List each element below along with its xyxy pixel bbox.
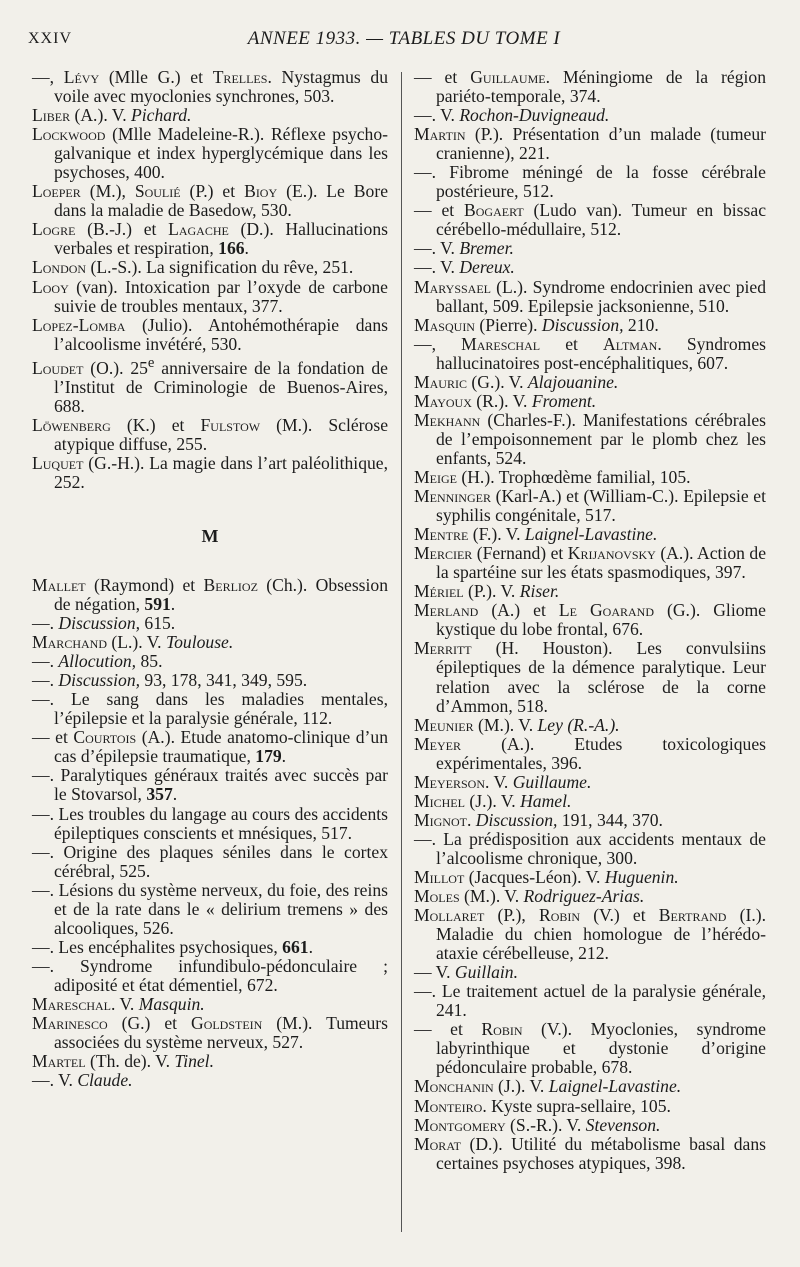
- index-entry: —. Discussion, 615.: [32, 613, 176, 634]
- index-entry: Mollaret (P.), Robin (V.) et Bertrand (I.). Maladie du chien homologue de l’hérédo-ataxie cérébelleuse, 212.: [414, 905, 766, 964]
- index-entry: — et Guillaume. Méningiome de la région pariéto-temporale, 374.: [414, 67, 766, 107]
- index-entry: Mercier (Fernand) et Krijanovsky (A.). Action de la spartéine sur les états spasmodiques, 397.: [414, 543, 766, 583]
- index-entry: —. V. Bremer.: [414, 238, 514, 259]
- index-entry: —. V. Dereux.: [414, 257, 515, 278]
- index-entry: —. Discussion, 93, 178, 341, 349, 595.: [32, 670, 308, 691]
- index-entry: Mayoux (R.). V. Froment.: [414, 390, 597, 411]
- index-entry: Merland (A.) et Le Goarand (G.). Gliome kystique du lobe frontal, 676.: [414, 600, 766, 640]
- index-entry: —. Les troubles du langage au cours des accidents épileptiques conscients et mnésiques, 517.: [32, 803, 388, 843]
- index-entry: Mauric (G.). V. Alajouanine.: [414, 371, 619, 392]
- index-entry: Monchanin (J.). V. Laignel-Lavastine.: [414, 1076, 682, 1097]
- index-entry: London (L.-S.). La signification du rêve, 251.: [32, 257, 354, 278]
- index-entry: Lockwood (Mlle Madeleine-R.). Réflexe psycho-galvanique et index hyperglycémique dans les psychoses, 400.: [32, 124, 388, 183]
- index-entry: Mentre (F.). V. Laignel-Lavastine.: [414, 524, 658, 545]
- index-entry: —. Le traitement actuel de la paralysie générale, 241.: [414, 981, 766, 1021]
- index-entry: — V. Guillain.: [414, 962, 518, 983]
- column-divider: [401, 72, 402, 1232]
- index-entry: Mallet (Raymond) et Berlioz (Ch.). Obsession de négation, 591.: [32, 574, 388, 614]
- index-entry: Mareschal. V. Masquin.: [32, 993, 205, 1014]
- index-entry: —. V. Rochon-Duvigneaud.: [414, 105, 610, 126]
- index-entry: Loeper (M.), Soulié (P.) et Bioy (E.). Le Bore dans la maladie de Basedow, 530.: [32, 181, 388, 221]
- index-entry: Morat (D.). Utilité du métabolisme basal dans certaines psychoses atypiques, 398.: [414, 1133, 766, 1173]
- index-entry: Martel (Th. de). V. Tinel.: [32, 1051, 214, 1072]
- index-entry: —. Les encéphalites psychosiques, 661.: [32, 936, 313, 957]
- index-entry: Meyerson. V. Guillaume.: [414, 771, 592, 792]
- index-entry: Merritt (H. Houston). Les convulsiins épileptiques de la démence paralytique. Leur relation avec la sclérose de la corne d’Ammon, 518.: [414, 638, 766, 716]
- index-entry: —. V. Claude.: [32, 1070, 133, 1091]
- index-entry: —, Mareschal et Altman. Syndromes hallucinatoires post-encéphalitiques, 607.: [414, 333, 766, 373]
- index-entry: Meunier (M.). V. Ley (R.-A.).: [414, 714, 620, 735]
- index-column-left: [32, 68, 388, 1267]
- index-entry: Mekhann (Charles-F.). Manifestations cérébrales de l’empoisonnement par le plomb chez les enfants, 524.: [414, 409, 766, 468]
- index-column-right: [414, 68, 766, 1267]
- index-entry: —. Le sang dans les maladies mentales, l’épilepsie et la paralysie générale, 112.: [32, 689, 388, 729]
- index-entry: Meige (H.). Trophœdème familial, 105.: [414, 466, 691, 487]
- index-entry: — et Courtois (A.). Etude anatomo-clinique d’un cas d’épilepsie traumatique, 179.: [32, 727, 389, 767]
- index-entry: —. Allocution, 85.: [32, 651, 163, 672]
- index-entry: Liber (A.). V. Pichard.: [32, 105, 192, 126]
- page-number: XXIV: [28, 30, 72, 47]
- index-entry: —, Lévy (Mlle G.) et Trelles. Nystagmus du voile avec myoclonies synchrones, 503.: [32, 67, 389, 107]
- index-entry: Loudet (O.). 25e anniversaire de la fondation de l’Institut de Criminologie de Buenos-Aires, 688.: [32, 354, 388, 416]
- index-entry: Löwenberg (K.) et Fulstow (M.). Sclérose atypique diffuse, 255.: [32, 414, 388, 454]
- index-entry: —. Syndrome infundibulo-pédonculaire ; adiposité et état démentiel, 672.: [32, 955, 388, 995]
- index-entry: Menninger (Karl-A.) et (William-C.). Epilepsie et syphilis congénitale, 517.: [414, 486, 766, 526]
- index-entry: Looy (van). Intoxication par l’oxyde de carbone suivie de troubles mentaux, 377.: [32, 276, 388, 316]
- index-entry: Millot (Jacques-Léon). V. Huguenin.: [414, 866, 679, 887]
- index-entry: Michel (J.). V. Hamel.: [414, 790, 572, 811]
- index-entry: —. Origine des plaques séniles dans le cortex cérébral, 525.: [32, 841, 388, 881]
- index-entry: Marinesco (G.) et Goldstein (M.). Tumeurs associées du système nerveux, 527.: [32, 1013, 388, 1053]
- running-title: ANNEE 1933. — TABLES DU TOME I: [247, 28, 561, 49]
- index-entry: — et Bogaert (Ludo van). Tumeur en bissac cérébello-médullaire, 512.: [414, 200, 766, 240]
- index-entry: —. Lésions du système nerveux, du foie, des reins et de la rate dans le « delirium tremens » des alcooliques, 526.: [32, 879, 388, 938]
- page-header: [28, 26, 780, 54]
- index-entry: Meyer (A.). Etudes toxicologiques expérimentales, 396.: [414, 733, 766, 773]
- index-entry: —. Paralytiques généraux traités avec succès par le Stovarsol, 357.: [32, 765, 388, 805]
- index-entry: — et Robin (V.). Myoclonies, syndrome labyrinthique et dystonie d’origine pédonculaire probable, 678.: [414, 1019, 766, 1078]
- index-entry: Luquet (G.-H.). La magie dans l’art paléolithique, 252.: [32, 452, 388, 492]
- index-entry: Monteiro. Kyste supra-sellaire, 105.: [414, 1095, 671, 1116]
- section-letter: M: [201, 525, 219, 546]
- index-entry: Moles (M.). V. Rodriguez-Arias.: [414, 886, 645, 907]
- index-entry: Masquin (Pierre). Discussion, 210.: [414, 314, 659, 335]
- index-entry: —. La prédisposition aux accidents mentaux de l’alcoolisme chronique, 300.: [414, 828, 766, 868]
- index-entry: Maryssael (L.). Syndrome endocrinien avec pied ballant, 509. Epilepsie jacksonienne, 510.: [414, 276, 766, 316]
- index-entry: Mignot. Discussion, 191, 344, 370.: [414, 809, 663, 830]
- index-entry: Mériel (P.). V. Riser.: [414, 581, 560, 602]
- index-entry: Logre (B.-J.) et Lagache (D.). Hallucinations verbales et respiration, 166.: [32, 219, 388, 259]
- index-entry: Marchand (L.). V. Toulouse.: [32, 632, 234, 653]
- index-entry: Montgomery (S.-R.). V. Stevenson.: [414, 1114, 661, 1135]
- index-entry: Lopez-Lomba (Julio). Antohémothérapie dans l’alcoolisme invétéré, 530.: [32, 314, 388, 354]
- index-entry: —. Fibrome méningé de la fosse cérébrale postérieure, 512.: [414, 162, 766, 202]
- index-entry: Martin (P.). Présentation d’un malade (tumeur cranienne), 221.: [414, 124, 766, 164]
